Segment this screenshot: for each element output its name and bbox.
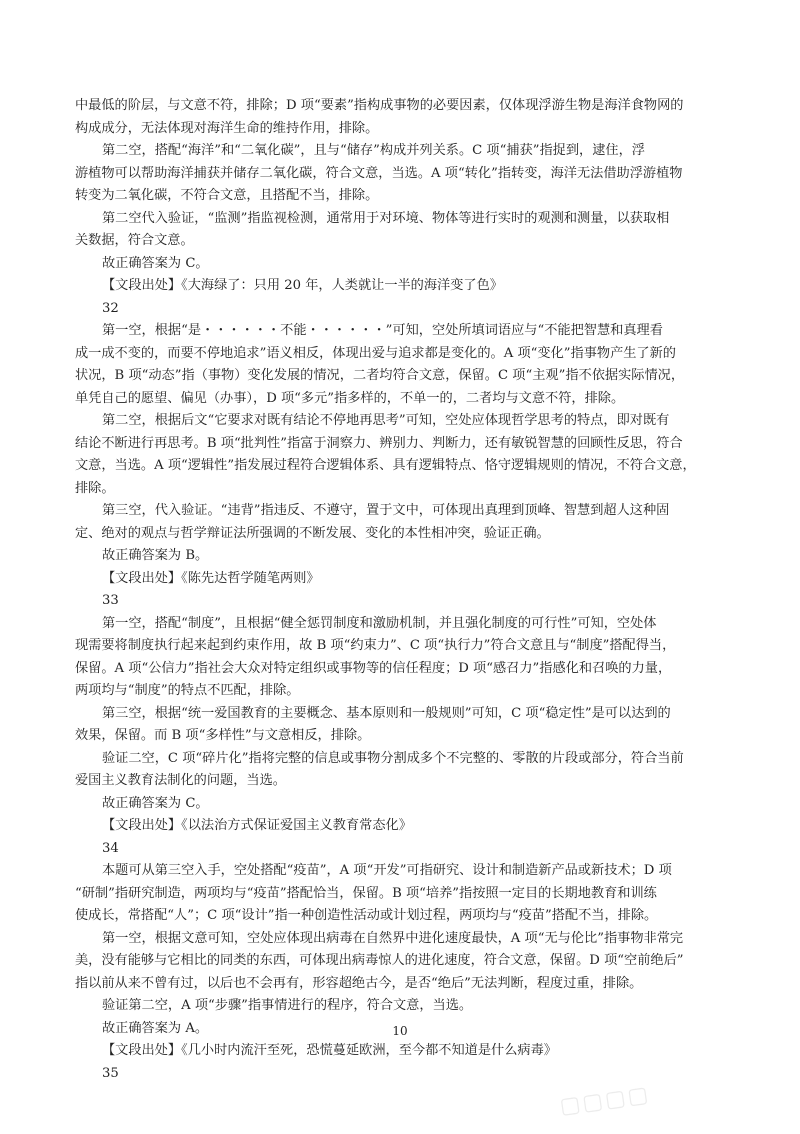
text-line: 33 <box>102 593 119 608</box>
text-line: 第三空，根据“统一爱国教育的主要概念、基本原则和一般规则”可知，C 项“稳定性”是可以达到的 <box>102 705 671 721</box>
page-number: 10 <box>392 1024 408 1038</box>
text-line: 保留。A 项“公信力”指社会大众对特定组织或事物等的信任程度；D 项“感召力”指感化和召唤的力量， <box>75 660 672 676</box>
text-line: 故正确答案为 A。 <box>102 1020 209 1036</box>
text-line: 本题可从第三空入手，空处搭配“疫苗”，A 项“开发”可指研究、设计和制造新产品或新技术；D 项 <box>102 863 672 878</box>
text-line: 第二空代入验证，“监测”指监视检测，通常用于对环境、物体等进行实时的观测和测量，以获取相 <box>102 210 670 226</box>
text-line: 美，没有能够与它相比的同类的东西，可体现出病毒惊人的进化速度，符合文意，保留。D 项“空前绝后” <box>75 953 684 968</box>
text-line: 验证二空，C 项“碎片化”指将完整的信息或事物分割成多个不完整的、零散的片段或部分，符合当前 <box>102 750 684 766</box>
text-line: 34 <box>102 840 119 856</box>
text-line: 32 <box>102 300 119 316</box>
text-line: 第三空，代入验证。“违背”指违反、不遵守，置于文中，可体现出真理到顶峰、智慧到超人这种固 <box>102 503 670 518</box>
text-line: 第二空，搭配“海洋”和“二氧化碳”，且与“储存”构成并列关系。C 项“捕获”指捉到，逮住，浮 <box>102 143 645 158</box>
text-line: 故正确答案为 B。 <box>102 548 209 563</box>
text-line: 35 <box>102 1065 119 1081</box>
text-line: 排除。 <box>75 480 115 496</box>
text-line: 【文段出处】《陈先达哲学随笔两则》 <box>102 570 320 586</box>
text-line: 中最低的阶层，与文意不符，排除；D 项“要素”指构成事物的必要因素，仅体现浮游生物是海洋食物网的 <box>75 98 684 113</box>
text-line: 使成长，常搭配“人”；C 项“设计”指一种创造性活动或计划过程，两项均与“疫苗”搭配不当，排除。 <box>75 908 658 923</box>
page-body <box>75 95 725 1085</box>
text-line: 第一空，根据文意可知，空处应体现出病毒在自然界中进化速度最快，A 项“无与伦比”指事物非常完 <box>102 930 684 946</box>
text-line: 转变为二氧化碳，不符合文意，且搭配不当，排除。 <box>75 188 379 203</box>
text-line: 第一空，根据“是・・・・・・不能・・・・・・”可知，空处所填词语应与“不能把智慧和真理看 <box>102 323 663 338</box>
text-line: 构成成分，无法体现对海洋生命的维持作用，排除。 <box>75 120 379 136</box>
text-line: 现需要将制度执行起来起到约束作用，故 B 项“约束力”、C 项“执行力”符合文意且与“制度”搭配得当， <box>75 638 676 653</box>
text-line: 游植物可以帮助海洋捕获并储存二氧化碳，符合文意，当选。A 项“转化”指转变，海洋无法借助浮游植物 <box>75 165 683 181</box>
text-line: 文意，当选。A 项“逻辑性”指发展过程符合逻辑体系、具有逻辑特点、恪守逻辑规则的情况，不符合文意， <box>75 458 696 473</box>
text-line: 【文段出处】《大海绿了：只用 20 年，人类就让一半的海洋变了色》 <box>102 278 503 293</box>
text-line: 效果，保留。而 B 项“多样性”与文意相反，排除。 <box>75 728 371 743</box>
text-line: 关数据，符合文意。 <box>75 233 194 248</box>
text-line: 验证第二空，A 项“步骤”指事情进行的程序，符合文意，当选。 <box>102 998 473 1013</box>
text-line: 结论不断进行再思考。B 项“批判性”指富于洞察力、辨别力、判断力，还有敏锐智慧的回顾性反思，符合 <box>75 435 683 451</box>
text-line: 状况，B 项“动态”指（事物）变化发展的情况，二者均符合文意，保留。C 项“主观”指不依据实际情况， <box>75 368 685 383</box>
text-line: 单凭自己的愿望、偏见（办事），D 项“多元”指多样的，不单一的，二者均与文意不符，排除。 <box>75 390 625 406</box>
text-line: 定、绝对的观点与哲学辩证法所强调的不断发展、变化的本性相冲突，验证正确。 <box>75 525 550 541</box>
text-line: “研制”指研究制造，两项均与“疫苗”搭配恰当，保留。B 项“培养”指按照一定目的长期地教育和训练 <box>75 885 657 901</box>
watermark-logo: ▢▢▢▢ <box>558 1082 652 1120</box>
text-line: 爱国主义教育法制化的问题，当选。 <box>75 773 286 788</box>
text-line: 指以前从来不曾有过，以后也不会再有，形容超绝古今，是否“绝后”无法判断，程度过重，排除。 <box>75 975 643 991</box>
text-line: 第二空，根据后文“它要求对既有结论不停地再思考”可知，空处应体现哲学思考的特点，即对既有 <box>102 413 670 428</box>
text-line: 故正确答案为 C。 <box>102 795 209 811</box>
text-line: 两项均与“制度”的特点不匹配，排除。 <box>75 683 300 698</box>
text-line: 【文段出处】《以法治方式保证爱国主义教育常态化》 <box>102 818 412 833</box>
text-line: 故正确答案为 C。 <box>102 255 209 271</box>
text-line: 【文段出处】《几小时内流汗至死，恐慌蔓延欧洲，至今都不知道是什么病毒》 <box>102 1043 557 1058</box>
text-line: 成一成不变的，而要不停地追求”语义相反，体现出爱与追求都是变化的。A 项“变化”指事物产生了新的 <box>75 345 676 361</box>
text-line: 第一空，搭配“制度”，且根据“健全惩罚制度和激励机制，并且强化制度的可行性”可知，空处体 <box>102 615 657 631</box>
